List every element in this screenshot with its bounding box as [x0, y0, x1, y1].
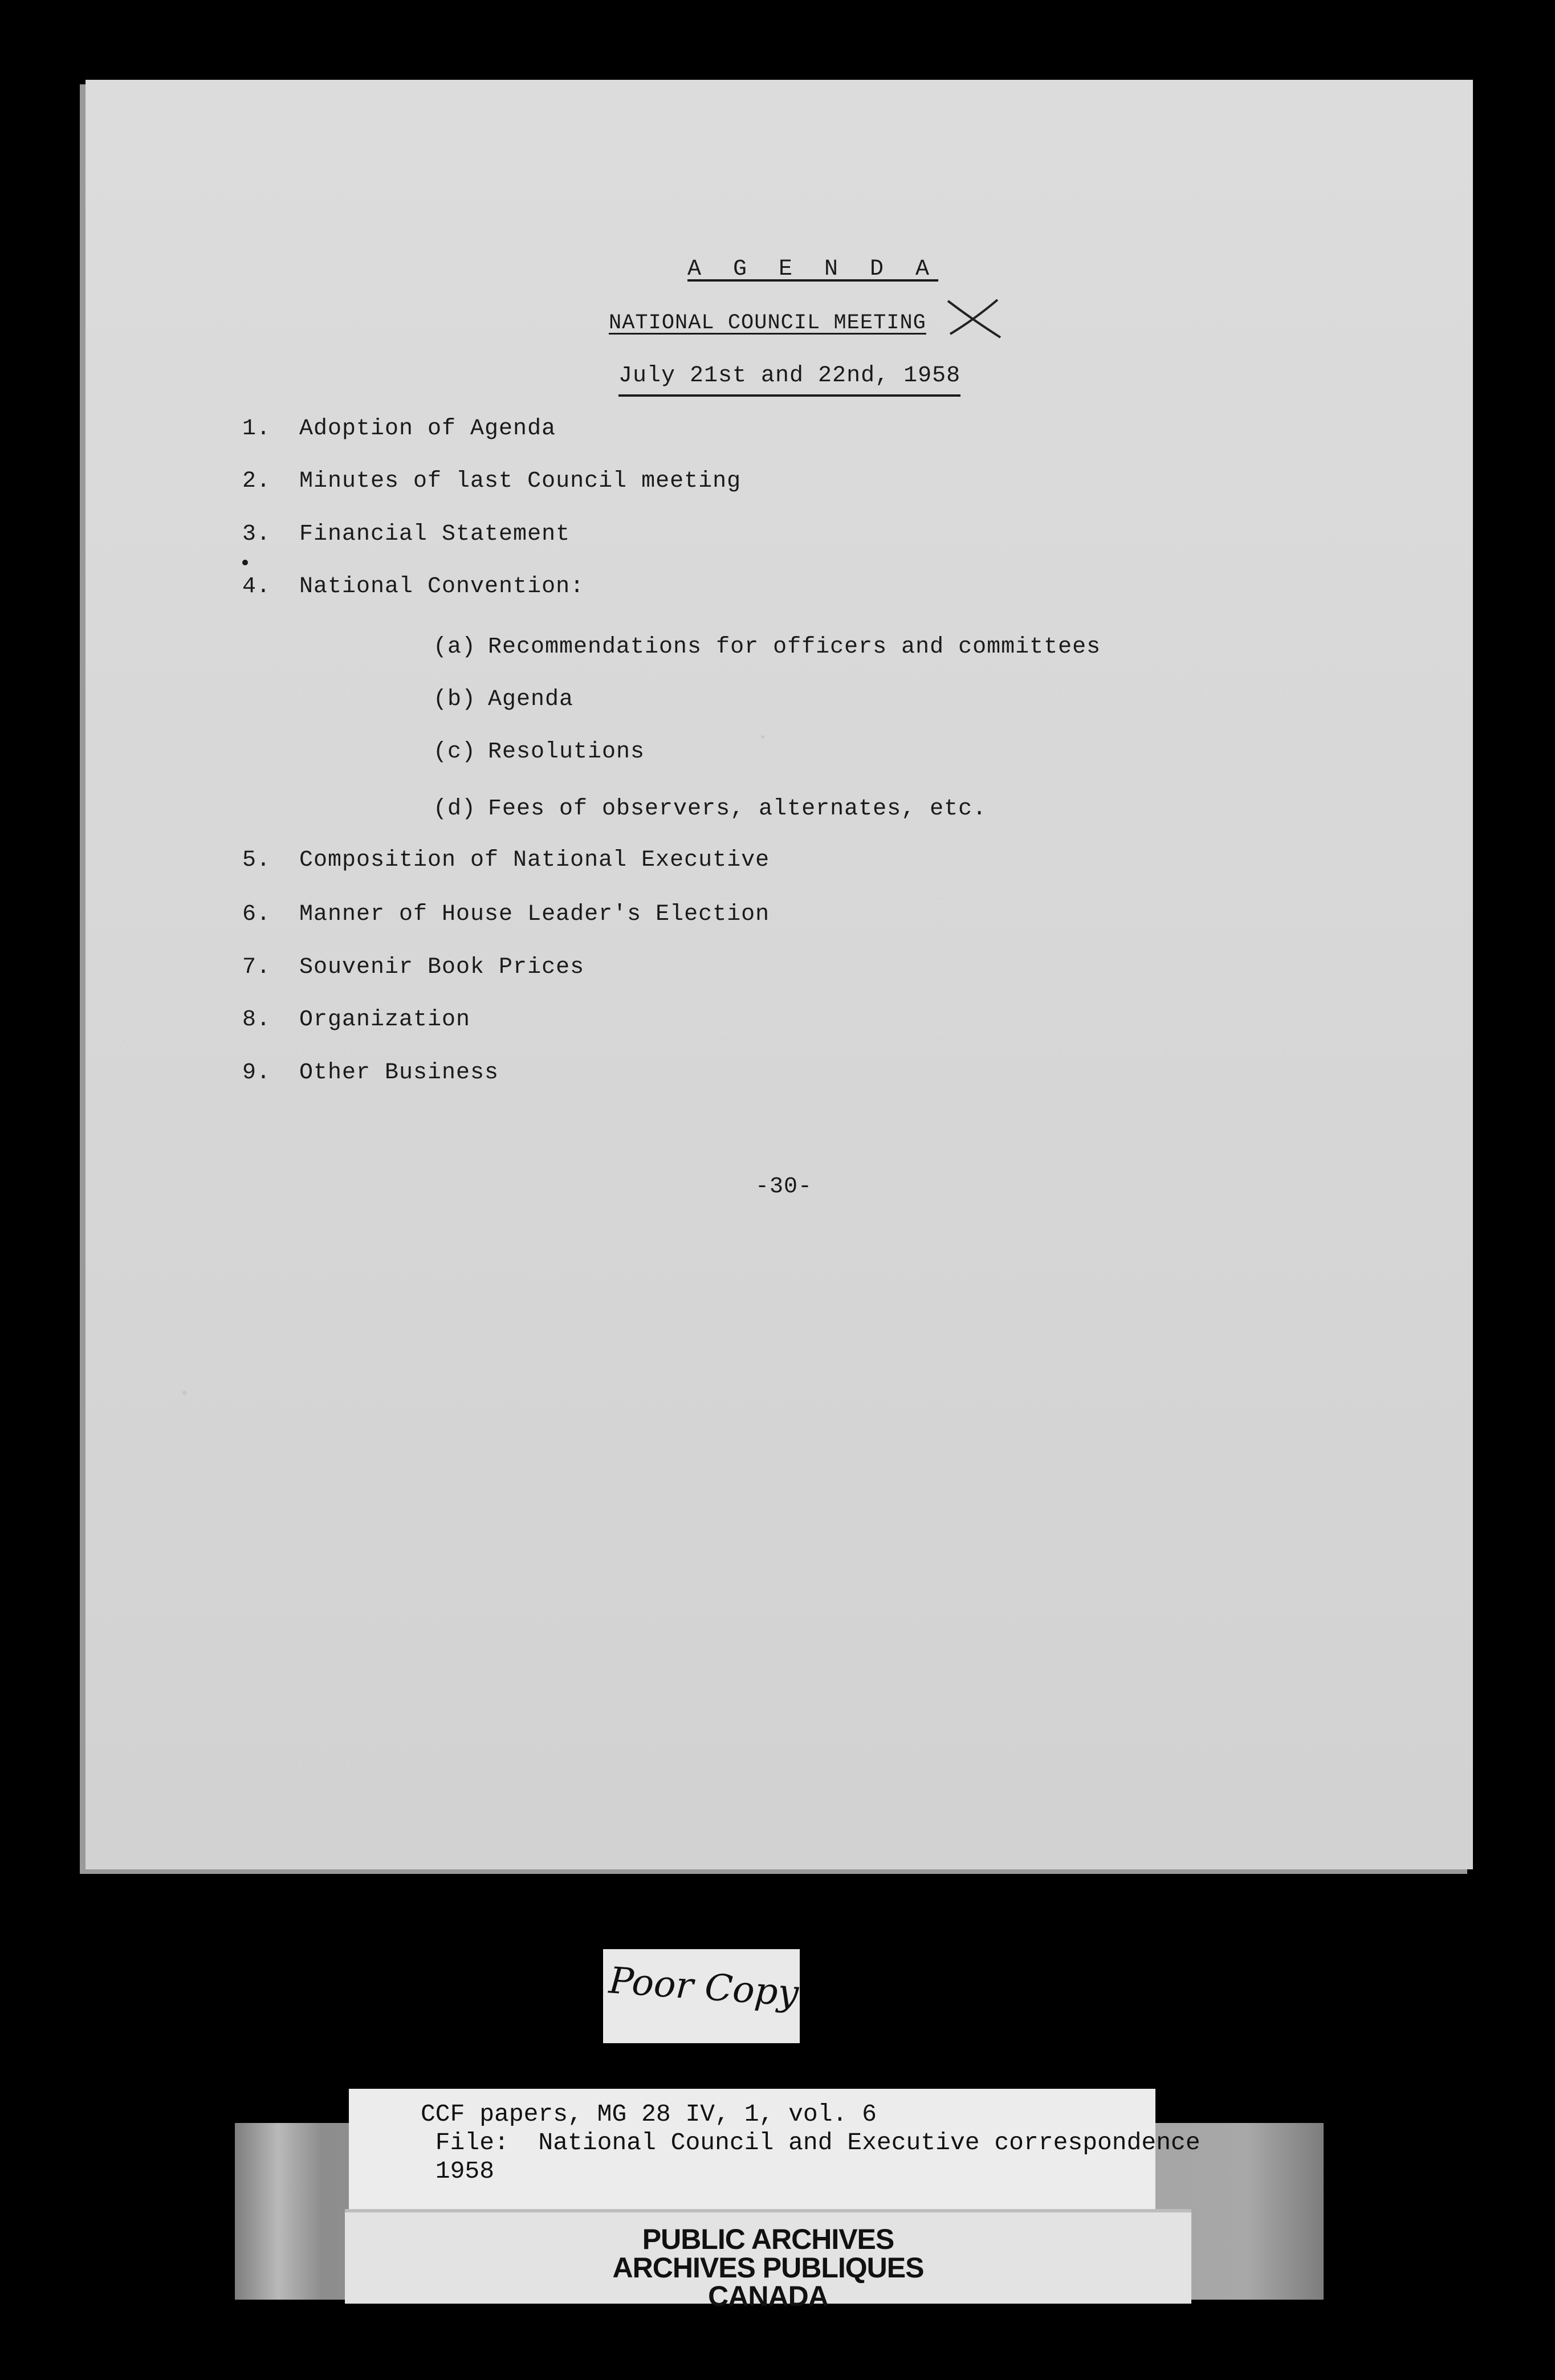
- paper-speck: [182, 1391, 187, 1395]
- item-text: Manner of House Leader's Election: [299, 902, 770, 927]
- list-item: [242, 955, 584, 980]
- item-text: Souvenir Book Prices: [299, 955, 585, 980]
- reference-line-1: CCF papers, MG 28 IV, 1, vol. 6: [421, 2100, 877, 2128]
- stamp-line-3: CANADA: [708, 2280, 828, 2312]
- public-archives-stamp: [345, 2212, 1191, 2312]
- handwritten-x-mark: [943, 296, 1006, 342]
- list-subitem: [433, 796, 987, 822]
- stamp-line-1: PUBLIC ARCHIVES: [642, 2223, 894, 2255]
- item-text: Adoption of Agenda: [299, 416, 556, 442]
- list-item: [242, 1007, 470, 1033]
- subitem-letter: (a): [433, 634, 477, 660]
- item-number: 5.: [242, 847, 271, 873]
- subitem-text: Recommendations for officers and committees: [488, 634, 1101, 660]
- list-item: [242, 574, 584, 600]
- poor-copy-handwriting: Poor Copy: [607, 1959, 800, 2015]
- list-subitem: [433, 687, 573, 712]
- item-text: Organization: [299, 1007, 471, 1033]
- list-item: [242, 1060, 499, 1086]
- item-number: 6.: [242, 902, 271, 927]
- item-text: Composition of National Executive: [299, 847, 770, 873]
- page-number: -30-: [755, 1174, 813, 1200]
- item-number: 3.: [242, 521, 271, 547]
- reference-line-3: 1958: [421, 2157, 495, 2185]
- item-number: 7.: [242, 955, 271, 980]
- item-number: 8.: [242, 1007, 271, 1033]
- list-item: [242, 416, 556, 442]
- item-text: National Convention:: [299, 574, 585, 600]
- list-item: [242, 468, 741, 494]
- item-number: 9.: [242, 1060, 271, 1086]
- stray-dot-mark: [242, 560, 248, 565]
- item-text: Financial Statement: [299, 521, 571, 547]
- list-subitem: [433, 739, 645, 765]
- agenda-title: A G E N D A: [687, 256, 939, 282]
- subitem-letter: (c): [433, 739, 477, 765]
- list-item: [242, 521, 570, 547]
- subitem-text: Fees of observers, alternates, etc.: [488, 796, 987, 822]
- item-number: 2.: [242, 468, 271, 494]
- paper-speck: [761, 735, 764, 739]
- poor-copy-tag: [603, 1949, 800, 2043]
- item-number: 4.: [242, 574, 271, 600]
- archive-reference-card: [349, 2089, 1200, 2211]
- list-item: [242, 902, 770, 927]
- stamp-line-2: ARCHIVES PUBLIQUES: [612, 2252, 924, 2284]
- subitem-text: Agenda: [488, 687, 574, 712]
- reference-line-2: File: National Council and Executive correspondence: [421, 2129, 1200, 2157]
- list-subitem: [433, 634, 1101, 660]
- item-text: Other Business: [299, 1060, 499, 1086]
- item-text: Minutes of last Council meeting: [299, 468, 742, 494]
- subitem-letter: (b): [433, 687, 477, 712]
- meeting-heading: NATIONAL COUNCIL MEETING: [609, 311, 926, 335]
- subitem-letter: (d): [433, 796, 477, 822]
- meeting-date: July 21st and 22nd, 1958: [618, 363, 960, 397]
- list-item: [242, 847, 770, 873]
- subitem-text: Resolutions: [488, 739, 645, 765]
- item-number: 1.: [242, 416, 271, 442]
